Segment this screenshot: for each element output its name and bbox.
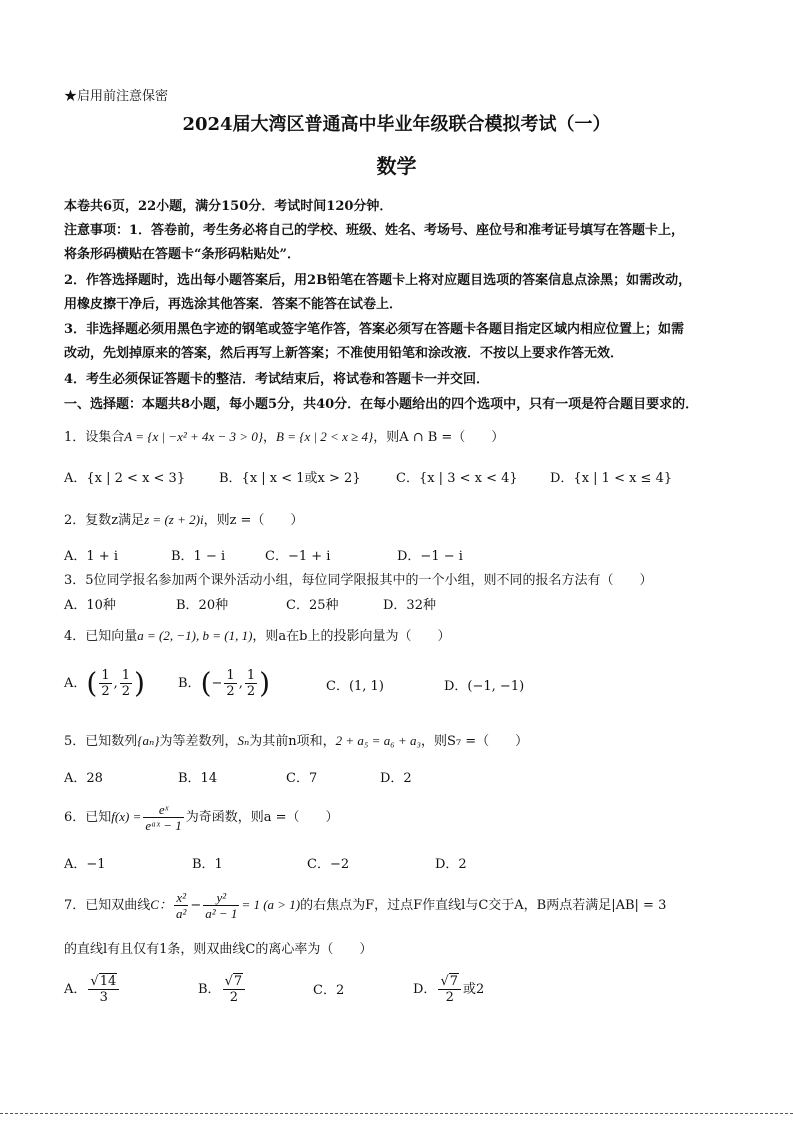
question-2-option-b: B．1 − i <box>171 549 226 564</box>
subject-title: 数学 <box>376 154 417 178</box>
fraction: $\frac{1}{2}$ <box>226 668 235 699</box>
question-5-option-b: B．14 <box>178 771 218 786</box>
question-2-tail: ，则z =（ ） <box>203 513 304 528</box>
confidential-mark: ★启用前注意保密 <box>64 89 169 104</box>
question-5-option-c: C．7 <box>286 771 318 786</box>
fraction: $\frac{1}{2}$ <box>101 668 110 699</box>
question-1-tail: ，则A ∩ B =（ ） <box>373 430 505 445</box>
fraction: $\frac{\text{y²}}{\text{a² − 1}}$ <box>205 890 238 921</box>
exam-intro: 本卷共6页，22小题，满分150分．考试时间120分钟． <box>64 199 393 214</box>
question-6-option-b: B．1 <box>192 857 223 872</box>
fraction: $\frac{\text{eˣ}}{\text{eᵃˣ − 1}}$ <box>145 802 182 833</box>
note-3-line-1: 3．非选择题必须用黑色字迹的钢笔或签字笔作答，答案必须写在答题卡各题目指定区域内相应位置上；如需 <box>64 322 685 337</box>
fraction: $\frac{\text{x²}}{\text{a²}}$ <box>175 890 187 921</box>
question-2-lead: 2．复数z满足 <box>64 513 145 528</box>
question-2-option-c: C．−1 + i <box>265 549 331 564</box>
question-7-option-a: A． $\frac{√14}{3}$ <box>64 974 121 1005</box>
note-1-line-1: 注意事项：1．答卷前，考生务必将自己的学校、班级、姓名、考场号、座位号和准考证号填写在答题卡上， <box>64 223 685 238</box>
question-1-option-c: C．{x | 3 < x < 4} <box>396 471 518 486</box>
question-2-expr: z = (z + 2)i <box>144 512 204 527</box>
note-4: 4．考生必须保证答题卡的整洁．考试结束后，将试卷和答题卡一并交回． <box>64 372 490 387</box>
section-1-heading: 一、选择题：本题共8小题，每小题5分，共40分．在每小题给出的四个选项中，只有一项是符合题目要求的． <box>64 397 699 412</box>
fraction: $\frac{√14}{3}$ <box>88 974 119 1005</box>
question-6-option-a: A．−1 <box>64 857 106 872</box>
question-6-option-c: C．−2 <box>307 857 350 872</box>
fraction: $\frac{1}{2}$ <box>246 668 256 699</box>
question-4-lead: 4．已知向量 <box>64 629 138 644</box>
page-bottom-divider <box>0 1113 793 1114</box>
question-5-option-d: D．2 <box>380 771 412 786</box>
question-4-expr: a = (2, −1), b = (1, 1) <box>137 628 253 643</box>
question-6-option-d: D．2 <box>435 857 467 872</box>
question-4-option-b: B．(− $\frac{1}{2}$ , $\frac{1}{2}$ ) <box>178 666 271 700</box>
fraction: $\frac{√7}{2}$ <box>223 974 246 1005</box>
note-1-line-2: 将条形码横贴在答题卡“条形码粘贴处”． <box>64 247 300 262</box>
question-1: 1．设集合A = {x | −x² + 4x − 3 > 0}，B = {x | 2 < x ≥ 4}，则A ∩ B =（ ） <box>64 429 505 445</box>
question-1-lead: 1．设集合 <box>64 430 125 445</box>
question-4-tail: ，则a在b上的投影向量为（ ） <box>252 629 451 644</box>
question-5-option-a: A．28 <box>64 771 103 786</box>
question-7-option-c: C．2 <box>313 983 345 998</box>
question-4-option-a: A．( $\frac{1}{2}$ , $\frac{1}{2}$ ) <box>64 666 145 700</box>
question-4-option-c: C．(1, 1) <box>326 679 384 694</box>
note-2-line-1: 2．作答选择题时，选出每小题答案后，用2B铅笔在答题卡上将对应题目选项的答案信息点涂黑；如需改动， <box>64 273 692 288</box>
fraction: $\frac{1}{2}$ <box>121 668 131 699</box>
question-1-option-d: D．{x | 1 < x ≤ 4} <box>550 471 673 486</box>
exam-title: 2024届大湾区普通高中毕业年级联合模拟考试（一） <box>182 114 611 135</box>
question-3-option-d: D．32种 <box>383 598 436 613</box>
question-1-set-a: A = {x | −x² + 4x − 3 > 0} <box>124 429 264 444</box>
note-3-line-2: 改动，先划掉原来的答案，然后再写上新答案；不准使用铅笔和涂改液．不按以上要求作答无效． <box>64 346 624 361</box>
question-2-option-d: D．−1 − i <box>397 549 463 564</box>
note-2-line-2: 用橡皮擦干净后，再选涂其他答案．答案不能答在试卷上． <box>64 297 403 312</box>
fraction: $\frac{√7}{2}$ <box>438 974 461 1005</box>
question-2 <box>64 511 303 530</box>
question-4 <box>64 627 451 646</box>
question-4-option-d: D．(−1, −1) <box>444 679 525 694</box>
question-1-set-b: B = {x | 2 < x ≥ 4} <box>276 429 374 444</box>
question-3-option-a: A．10种 <box>64 598 116 613</box>
question-7: 7．已知双曲线C： $\frac{\text{x²}}{\text{a²}}$ − $\frac{\text{y²}}{\text{a² − 1}}$ = 1 (a > 1)的右焦点为F，过点F作直线l与C交于A，B两点若满足|AB| = 3 <box>64 890 667 921</box>
question-1-option-b: B．{x | x < 1或x > 2} <box>219 471 361 486</box>
question-6: 6．已知f(x) = $\frac{\text{eˣ}}{\text{eᵃˣ − 1}}$ 为奇函数，则a =（ ） <box>64 802 339 833</box>
question-7-line-2: 的直线l有且仅有1条，则双曲线C的离心率为（ ） <box>64 942 373 957</box>
question-3-option-b: B．20种 <box>176 598 229 613</box>
question-7-option-b: B． $\frac{√7}{2}$ <box>198 974 247 1005</box>
question-2-option-a: A．1 + i <box>64 549 118 564</box>
question-5: 5．已知数列{aₙ}为等差数列，Sₙ为其前n项和，2 + a₅ = a₆ + a₃，则S₇ =（ ） <box>64 733 529 749</box>
question-3-option-c: C．25种 <box>286 598 339 613</box>
question-1-option-a: A．{x | 2 < x < 3} <box>64 471 186 486</box>
question-7-option-d: D． $\frac{√7}{2}$ 或2 <box>413 974 485 1005</box>
question-3: 3．5位同学报名参加两个课外活动小组，每位同学限报其中的一个小组，则不同的报名方法有（ ） <box>64 573 653 588</box>
